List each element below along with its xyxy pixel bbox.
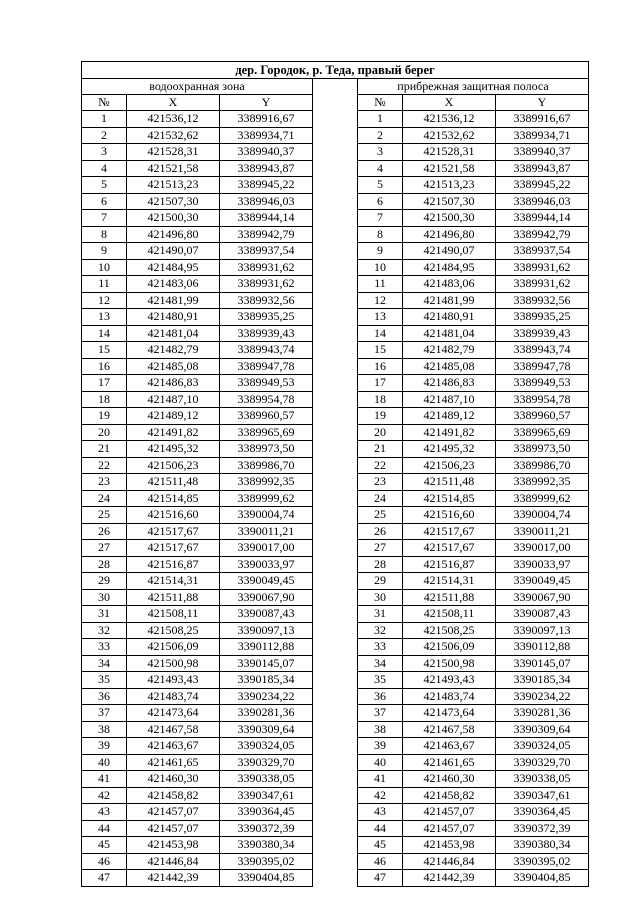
left-y-cell: 3390329,70: [220, 754, 313, 771]
right-y-cell: 3390281,36: [496, 705, 589, 722]
left-y-cell: 3389973,50: [220, 441, 313, 458]
right-y-cell: 3390364,45: [496, 804, 589, 821]
left-y-cell: 3390033,97: [220, 556, 313, 573]
right-y-cell: 3390067,90: [496, 589, 589, 606]
right-x-cell: 421463,67: [403, 738, 496, 755]
right-num-cell: 20: [358, 424, 403, 441]
right-num-cell: 36: [358, 688, 403, 705]
right-y-cell: 3389949,53: [496, 375, 589, 392]
right-y-cell: 3390097,13: [496, 622, 589, 639]
left-num-cell: 12: [82, 292, 127, 309]
left-x-cell: 421467,58: [127, 721, 220, 738]
left-y-cell: 3390067,90: [220, 589, 313, 606]
left-num-cell: 20: [82, 424, 127, 441]
right-x-cell: 421536,12: [403, 111, 496, 128]
caption-row: [82, 79, 589, 95]
title-row: [82, 62, 589, 79]
right-num-cell: 34: [358, 655, 403, 672]
right-num-cell: 10: [358, 259, 403, 276]
right-num-cell: 2: [358, 127, 403, 144]
left-num-cell: 47: [82, 870, 127, 887]
left-num-cell: 42: [82, 787, 127, 804]
coordinates-document: [81, 61, 589, 887]
right-x-cell: 421493,43: [403, 672, 496, 689]
right-x-cell: 421532,62: [403, 127, 496, 144]
left-y-cell: 3390347,61: [220, 787, 313, 804]
right-y-cell: 3389944,14: [496, 210, 589, 227]
right-num-cell: 5: [358, 177, 403, 194]
right-num-cell: 25: [358, 507, 403, 524]
left-num-cell: 22: [82, 457, 127, 474]
right-num-cell: 41: [358, 771, 403, 788]
left-y-cell: 3390309,64: [220, 721, 313, 738]
right-y-cell: 3390380,34: [496, 837, 589, 854]
left-y-cell: 3390185,34: [220, 672, 313, 689]
right-x-cell: 421489,12: [403, 408, 496, 425]
left-x-cell: 421516,60: [127, 507, 220, 524]
left-num-cell: 34: [82, 655, 127, 672]
right-x-cell: 421491,82: [403, 424, 496, 441]
left-x-cell: 421496,80: [127, 226, 220, 243]
left-x-cell: 421495,32: [127, 441, 220, 458]
right-x-cell: 421460,30: [403, 771, 496, 788]
right-x-cell: 421442,39: [403, 870, 496, 887]
left-y-header: Y: [220, 95, 313, 111]
right-x-cell: 421481,99: [403, 292, 496, 309]
left-y-cell: 3390011,21: [220, 523, 313, 540]
left-x-cell: 421532,62: [127, 127, 220, 144]
left-num-cell: 39: [82, 738, 127, 755]
left-x-cell: 421514,31: [127, 573, 220, 590]
right-y-header: Y: [496, 95, 589, 111]
left-num-cell: 44: [82, 820, 127, 837]
right-num-cell: 27: [358, 540, 403, 557]
left-x-cell: 421484,95: [127, 259, 220, 276]
right-x-cell: 421482,79: [403, 342, 496, 359]
left-num-cell: 21: [82, 441, 127, 458]
right-num-cell: 39: [358, 738, 403, 755]
left-x-cell: 421511,48: [127, 474, 220, 491]
left-x-cell: 421458,82: [127, 787, 220, 804]
right-y-cell: 3390017,00: [496, 540, 589, 557]
right-num-cell: 37: [358, 705, 403, 722]
right-x-cell: 421480,91: [403, 309, 496, 326]
left-num-cell: 8: [82, 226, 127, 243]
left-y-cell: 3390338,05: [220, 771, 313, 788]
left-x-cell: 421461,65: [127, 754, 220, 771]
left-y-cell: 3389944,14: [220, 210, 313, 227]
left-num-cell: 1: [82, 111, 127, 128]
right-num-cell: 32: [358, 622, 403, 639]
left-x-cell: 421480,91: [127, 309, 220, 326]
left-y-cell: 3390087,43: [220, 606, 313, 623]
right-num-cell: 9: [358, 243, 403, 260]
left-y-cell: 3389999,62: [220, 490, 313, 507]
left-num-cell: 5: [82, 177, 127, 194]
right-x-cell: 421487,10: [403, 391, 496, 408]
left-y-cell: 3390372,39: [220, 820, 313, 837]
left-num-cell: 26: [82, 523, 127, 540]
left-y-cell: 3389940,37: [220, 144, 313, 161]
left-y-cell: 3390049,45: [220, 573, 313, 590]
right-num-cell: 46: [358, 853, 403, 870]
right-num-cell: 12: [358, 292, 403, 309]
left-x-cell: 421457,07: [127, 820, 220, 837]
left-x-cell: 421486,83: [127, 375, 220, 392]
right-num-cell: 33: [358, 639, 403, 656]
left-x-cell: 421442,39: [127, 870, 220, 887]
right-x-cell: 421500,98: [403, 655, 496, 672]
left-x-cell: 421500,30: [127, 210, 220, 227]
right-x-cell: 421461,65: [403, 754, 496, 771]
right-x-cell: 421446,84: [403, 853, 496, 870]
right-y-cell: 3389939,43: [496, 325, 589, 342]
left-x-cell: 421491,82: [127, 424, 220, 441]
right-y-cell: 3389954,78: [496, 391, 589, 408]
left-y-cell: 3389943,74: [220, 342, 313, 359]
left-y-cell: 3390395,02: [220, 853, 313, 870]
right-y-cell: 3389945,22: [496, 177, 589, 194]
right-x-cell: 421500,30: [403, 210, 496, 227]
right-y-cell: 3389916,67: [496, 111, 589, 128]
left-y-cell: 3389916,67: [220, 111, 313, 128]
left-num-header: №: [82, 95, 127, 111]
left-x-cell: 421457,07: [127, 804, 220, 821]
left-x-cell: 421514,85: [127, 490, 220, 507]
right-x-cell: 421507,30: [403, 193, 496, 210]
right-num-cell: 11: [358, 276, 403, 293]
right-y-cell: 3390145,07: [496, 655, 589, 672]
right-num-cell: 40: [358, 754, 403, 771]
right-x-cell: 421495,32: [403, 441, 496, 458]
left-x-cell: 421506,09: [127, 639, 220, 656]
right-x-cell: 421485,08: [403, 358, 496, 375]
right-x-cell: 421511,48: [403, 474, 496, 491]
left-num-cell: 4: [82, 160, 127, 177]
right-num-cell: 30: [358, 589, 403, 606]
right-y-cell: 3390011,21: [496, 523, 589, 540]
right-num-cell: 28: [358, 556, 403, 573]
right-num-cell: 8: [358, 226, 403, 243]
left-y-cell: 3389942,79: [220, 226, 313, 243]
left-x-cell: 421446,84: [127, 853, 220, 870]
left-num-cell: 27: [82, 540, 127, 557]
left-num-cell: 30: [82, 589, 127, 606]
right-y-cell: 3389932,56: [496, 292, 589, 309]
coordinates-table: [81, 61, 589, 887]
left-num-cell: 40: [82, 754, 127, 771]
left-y-cell: 3389992,35: [220, 474, 313, 491]
right-y-cell: 3390347,61: [496, 787, 589, 804]
left-y-cell: 3389932,56: [220, 292, 313, 309]
right-num-cell: 7: [358, 210, 403, 227]
table-title: дер. Городок, р. Теда, правый берег: [82, 62, 589, 79]
right-x-cell: 421517,67: [403, 523, 496, 540]
right-y-cell: 3390372,39: [496, 820, 589, 837]
left-y-cell: 3390145,07: [220, 655, 313, 672]
left-num-cell: 38: [82, 721, 127, 738]
left-x-cell: 421536,12: [127, 111, 220, 128]
left-x-header: X: [127, 95, 220, 111]
right-num-cell: 19: [358, 408, 403, 425]
right-y-cell: 3389965,69: [496, 424, 589, 441]
right-y-cell: 3389960,57: [496, 408, 589, 425]
left-y-cell: 3390324,05: [220, 738, 313, 755]
right-num-cell: 15: [358, 342, 403, 359]
right-x-cell: 421453,98: [403, 837, 496, 854]
right-x-cell: 421458,82: [403, 787, 496, 804]
left-x-cell: 421508,11: [127, 606, 220, 623]
right-x-cell: 421483,06: [403, 276, 496, 293]
right-x-cell: 421517,67: [403, 540, 496, 557]
coastal-strip-caption: прибрежная защитная полоса: [358, 79, 589, 95]
left-num-cell: 32: [82, 622, 127, 639]
right-y-cell: 3390112,88: [496, 639, 589, 656]
left-y-cell: 3389931,62: [220, 259, 313, 276]
left-x-cell: 421517,67: [127, 540, 220, 557]
right-num-cell: 24: [358, 490, 403, 507]
left-x-cell: 421481,99: [127, 292, 220, 309]
right-x-cell: 421467,58: [403, 721, 496, 738]
left-x-cell: 421511,88: [127, 589, 220, 606]
right-x-cell: 421521,58: [403, 160, 496, 177]
right-y-cell: 3389946,03: [496, 193, 589, 210]
right-x-cell: 421508,11: [403, 606, 496, 623]
left-x-cell: 421483,06: [127, 276, 220, 293]
left-num-cell: 41: [82, 771, 127, 788]
right-x-cell: 421481,04: [403, 325, 496, 342]
left-y-cell: 3389937,54: [220, 243, 313, 260]
left-x-cell: 421521,58: [127, 160, 220, 177]
right-num-cell: 13: [358, 309, 403, 326]
right-num-cell: 14: [358, 325, 403, 342]
right-num-cell: 21: [358, 441, 403, 458]
left-x-cell: 421528,31: [127, 144, 220, 161]
left-y-cell: 3390017,00: [220, 540, 313, 557]
right-num-cell: 29: [358, 573, 403, 590]
left-y-cell: 3389931,62: [220, 276, 313, 293]
left-y-cell: 3389943,87: [220, 160, 313, 177]
water-protection-zone-caption: водоохранная зона: [82, 79, 313, 95]
right-num-cell: 45: [358, 837, 403, 854]
left-x-cell: 421513,23: [127, 177, 220, 194]
right-x-cell: 421511,88: [403, 589, 496, 606]
right-num-cell: 17: [358, 375, 403, 392]
right-x-cell: 421484,95: [403, 259, 496, 276]
right-y-cell: 3390338,05: [496, 771, 589, 788]
right-x-cell: 421490,07: [403, 243, 496, 260]
right-y-cell: 3390004,74: [496, 507, 589, 524]
left-x-cell: 421481,04: [127, 325, 220, 342]
right-y-cell: 3389931,62: [496, 259, 589, 276]
left-y-cell: 3389939,43: [220, 325, 313, 342]
left-num-cell: 29: [82, 573, 127, 590]
left-num-cell: 14: [82, 325, 127, 342]
right-x-cell: 421457,07: [403, 804, 496, 821]
left-num-cell: 28: [82, 556, 127, 573]
left-x-cell: 421490,07: [127, 243, 220, 260]
right-x-cell: 421514,85: [403, 490, 496, 507]
right-x-cell: 421508,25: [403, 622, 496, 639]
left-x-cell: 421517,67: [127, 523, 220, 540]
left-num-cell: 46: [82, 853, 127, 870]
right-num-cell: 18: [358, 391, 403, 408]
left-y-cell: 3389947,78: [220, 358, 313, 375]
left-num-cell: 18: [82, 391, 127, 408]
left-x-cell: 421473,64: [127, 705, 220, 722]
left-x-cell: 421507,30: [127, 193, 220, 210]
left-x-cell: 421463,67: [127, 738, 220, 755]
left-y-cell: 3389934,71: [220, 127, 313, 144]
right-y-cell: 3389931,62: [496, 276, 589, 293]
left-num-cell: 15: [82, 342, 127, 359]
left-num-cell: 16: [82, 358, 127, 375]
left-num-cell: 24: [82, 490, 127, 507]
right-num-cell: 16: [358, 358, 403, 375]
left-num-cell: 6: [82, 193, 127, 210]
right-x-cell: 421514,31: [403, 573, 496, 590]
left-y-cell: 3390404,85: [220, 870, 313, 887]
right-y-cell: 3389942,79: [496, 226, 589, 243]
left-y-cell: 3390380,34: [220, 837, 313, 854]
right-y-cell: 3389992,35: [496, 474, 589, 491]
right-y-cell: 3390185,34: [496, 672, 589, 689]
right-x-cell: 421486,83: [403, 375, 496, 392]
right-num-cell: 26: [358, 523, 403, 540]
right-y-cell: 3389935,25: [496, 309, 589, 326]
left-y-cell: 3389949,53: [220, 375, 313, 392]
right-y-cell: 3390234,22: [496, 688, 589, 705]
column-gap: [313, 79, 358, 887]
right-num-cell: 22: [358, 457, 403, 474]
right-y-cell: 3390033,97: [496, 556, 589, 573]
right-x-cell: 421528,31: [403, 144, 496, 161]
right-y-cell: 3389999,62: [496, 490, 589, 507]
left-y-cell: 3390112,88: [220, 639, 313, 656]
right-x-cell: 421506,09: [403, 639, 496, 656]
right-y-cell: 3390309,64: [496, 721, 589, 738]
left-x-cell: 421506,23: [127, 457, 220, 474]
right-y-cell: 3389943,74: [496, 342, 589, 359]
right-y-cell: 3390049,45: [496, 573, 589, 590]
left-num-cell: 25: [82, 507, 127, 524]
left-y-cell: 3389960,57: [220, 408, 313, 425]
left-num-cell: 10: [82, 259, 127, 276]
left-x-cell: 421487,10: [127, 391, 220, 408]
left-x-cell: 421508,25: [127, 622, 220, 639]
left-x-cell: 421493,43: [127, 672, 220, 689]
left-y-cell: 3389946,03: [220, 193, 313, 210]
left-y-cell: 3390234,22: [220, 688, 313, 705]
left-num-cell: 43: [82, 804, 127, 821]
left-x-cell: 421453,98: [127, 837, 220, 854]
left-num-cell: 37: [82, 705, 127, 722]
right-x-cell: 421506,23: [403, 457, 496, 474]
right-y-cell: 3389940,37: [496, 144, 589, 161]
left-num-cell: 45: [82, 837, 127, 854]
right-num-cell: 42: [358, 787, 403, 804]
right-y-cell: 3389934,71: [496, 127, 589, 144]
right-y-cell: 3390324,05: [496, 738, 589, 755]
right-x-cell: 421473,64: [403, 705, 496, 722]
right-num-cell: 31: [358, 606, 403, 623]
left-y-cell: 3390097,13: [220, 622, 313, 639]
right-x-header: X: [403, 95, 496, 111]
right-num-cell: 23: [358, 474, 403, 491]
right-x-cell: 421457,07: [403, 820, 496, 837]
right-num-cell: 6: [358, 193, 403, 210]
left-y-cell: 3390364,45: [220, 804, 313, 821]
right-num-cell: 38: [358, 721, 403, 738]
left-x-cell: 421489,12: [127, 408, 220, 425]
right-y-cell: 3390329,70: [496, 754, 589, 771]
right-num-header: №: [358, 95, 403, 111]
left-num-cell: 3: [82, 144, 127, 161]
left-x-cell: 421482,79: [127, 342, 220, 359]
right-y-cell: 3389986,70: [496, 457, 589, 474]
left-num-cell: 2: [82, 127, 127, 144]
left-num-cell: 36: [82, 688, 127, 705]
left-y-cell: 3389965,69: [220, 424, 313, 441]
left-num-cell: 9: [82, 243, 127, 260]
left-x-cell: 421460,30: [127, 771, 220, 788]
left-num-cell: 35: [82, 672, 127, 689]
left-y-cell: 3390281,36: [220, 705, 313, 722]
left-x-cell: 421516,87: [127, 556, 220, 573]
right-x-cell: 421513,23: [403, 177, 496, 194]
right-y-cell: 3390404,85: [496, 870, 589, 887]
left-y-cell: 3389945,22: [220, 177, 313, 194]
left-num-cell: 33: [82, 639, 127, 656]
left-num-cell: 7: [82, 210, 127, 227]
right-y-cell: 3390087,43: [496, 606, 589, 623]
left-num-cell: 19: [82, 408, 127, 425]
right-y-cell: 3389973,50: [496, 441, 589, 458]
left-num-cell: 11: [82, 276, 127, 293]
left-y-cell: 3389935,25: [220, 309, 313, 326]
left-x-cell: 421500,98: [127, 655, 220, 672]
left-y-cell: 3389954,78: [220, 391, 313, 408]
right-num-cell: 3: [358, 144, 403, 161]
left-num-cell: 17: [82, 375, 127, 392]
right-x-cell: 421516,87: [403, 556, 496, 573]
right-num-cell: 44: [358, 820, 403, 837]
right-y-cell: 3390395,02: [496, 853, 589, 870]
right-num-cell: 1: [358, 111, 403, 128]
right-y-cell: 3389947,78: [496, 358, 589, 375]
left-num-cell: 31: [82, 606, 127, 623]
right-x-cell: 421483,74: [403, 688, 496, 705]
left-x-cell: 421485,08: [127, 358, 220, 375]
left-num-cell: 13: [82, 309, 127, 326]
right-num-cell: 47: [358, 870, 403, 887]
left-x-cell: 421483,74: [127, 688, 220, 705]
right-y-cell: 3389943,87: [496, 160, 589, 177]
left-y-cell: 3389986,70: [220, 457, 313, 474]
right-y-cell: 3389937,54: [496, 243, 589, 260]
right-x-cell: 421516,60: [403, 507, 496, 524]
left-y-cell: 3390004,74: [220, 507, 313, 524]
right-x-cell: 421496,80: [403, 226, 496, 243]
right-num-cell: 43: [358, 804, 403, 821]
right-num-cell: 4: [358, 160, 403, 177]
left-num-cell: 23: [82, 474, 127, 491]
right-num-cell: 35: [358, 672, 403, 689]
